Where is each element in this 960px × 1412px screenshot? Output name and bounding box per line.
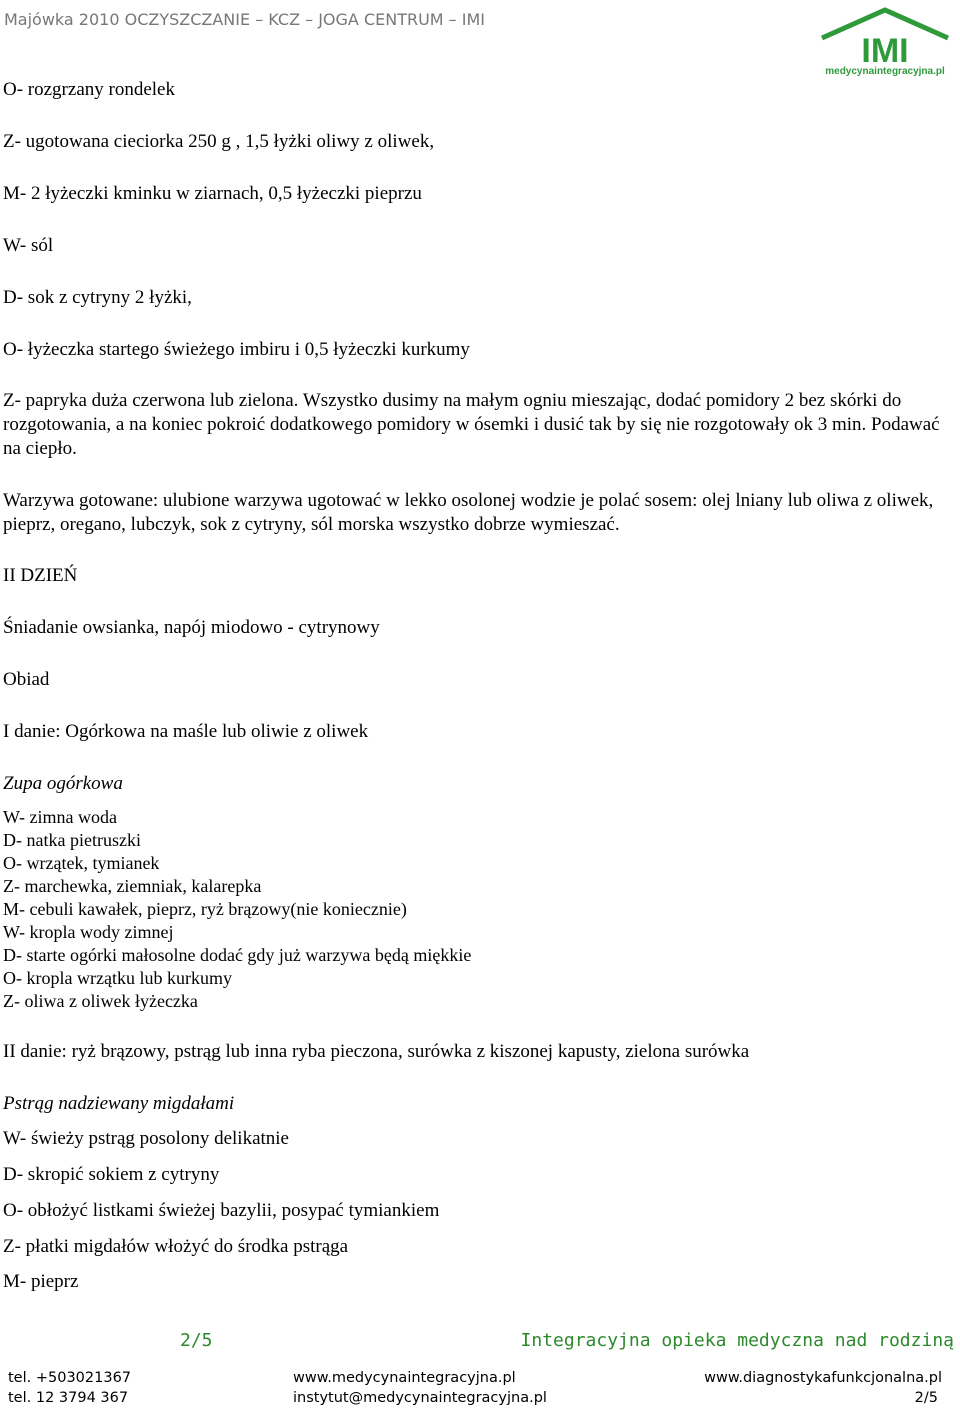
second-course-line: II danie: ryż brązowy, pstrąg lub inna ryba pieczona, surówka z kiszonej kapusty, zielona surówka [3,1041,750,1062]
footer-page-number: 2/5 [180,1330,213,1351]
text-line: D- sok z cytryny 2 łyżki, [3,287,192,308]
list-item: D- natka pietruszki [3,830,141,850]
text-line: W- świeży pstrąg posolony delikatnie [3,1128,289,1149]
list-item: O- kropla wrzątku lub kurkumy [3,968,232,988]
list-item: M- cebuli kawałek, pieprz, ryż brązowy(nie koniecznie) [3,899,407,919]
text-line: Z- ugotowana cieciorka 250 g , 1,5 łyżki oliwy z oliwek, [3,131,435,152]
footer-email-link[interactable]: instytut@medycynaintegracyjna.pl [293,1390,547,1406]
footer-website-link[interactable]: www.medycynaintegracyjna.pl [293,1370,516,1386]
soup-ingredients-list [3,806,471,1013]
soup-title: Zupa ogórkowa [3,773,123,794]
footer-phone-2: tel. 12 3794 367 [8,1390,129,1406]
text-line: M- pieprz [3,1271,79,1292]
breakfast-line: Śniadanie owsianka, napój miodowo - cytrynowy [3,617,380,638]
list-item: Z- marchewka, ziemniak, kalarepka [3,876,262,896]
list-item: O- wrzątek, tymianek [3,853,160,873]
text-line: O- obłożyć listkami świeżej bazylii, posypać tymiankiem [3,1200,440,1221]
paragraph: Z- papryka duża czerwona lub zielona. Wszystko dusimy na małym ogniu mieszając, dodać pomidory 2 bez skórki do rozgotowania, a na koniec pokroić dodatkowego pomidory w ósemki i dusić tak by się nie rozgotowały ok 3 min. Podawać na ciepło. [3,390,940,459]
text-line: W- sól [3,235,54,256]
footer-phone-1: tel. +503021367 [8,1370,132,1386]
footer-page-small: 2/5 [914,1390,938,1406]
text-line: D- skropić sokiem z cytryny [3,1164,220,1185]
list-item: W- zimna woda [3,807,117,827]
footer-website-2-link[interactable]: www.diagnostykafunkcjonalna.pl [704,1370,942,1386]
list-item: W- kropla wody zimnej [3,922,174,942]
footer-slogan: Integracyjna opieka medyczna nad rodziną [520,1330,954,1351]
first-course-line: I danie: Ogórkowa na maśle lub oliwie z oliwek [3,721,369,742]
text-line: O- rozgrzany rondelek [3,79,175,100]
paragraph: Warzywa gotowane: ulubione warzywa ugotować w lekko osolonej wodzie je polać sosem: olej lniany lub oliwa z oliwek, pieprz, oregano, lubczyk, sok z cytryny, sól morska wszystko dobrze wymieszać. [3,490,934,535]
document-header: Majówka 2010 OCZYSZCZANIE – KCZ – JOGA CENTRUM – IMI [4,10,486,29]
text-line: M- 2 łyżeczki kminku w ziarnach, 0,5 łyżeczki pieprzu [3,183,422,204]
text-line: Z- płatki migdałów włożyć do środka pstrąga [3,1236,349,1257]
logo-subtext: medycynaintegracyjna.pl [825,66,945,77]
list-item: D- starte ogórki małosolne dodać gdy już warzywa będą miękkie [3,945,472,965]
logo-text: IMI [861,32,909,70]
text-line: O- łyżeczka startego świeżego imbiru i 0,5 łyżeczki kurkumy [3,339,470,360]
trout-title: Pstrąg nadziewany migdałami [3,1093,235,1114]
imi-logo [818,6,952,78]
list-item: Z- oliwa z oliwek łyżeczka [3,991,198,1011]
lunch-heading: Obiad [3,669,50,690]
day-heading: II DZIEŃ [3,565,78,586]
